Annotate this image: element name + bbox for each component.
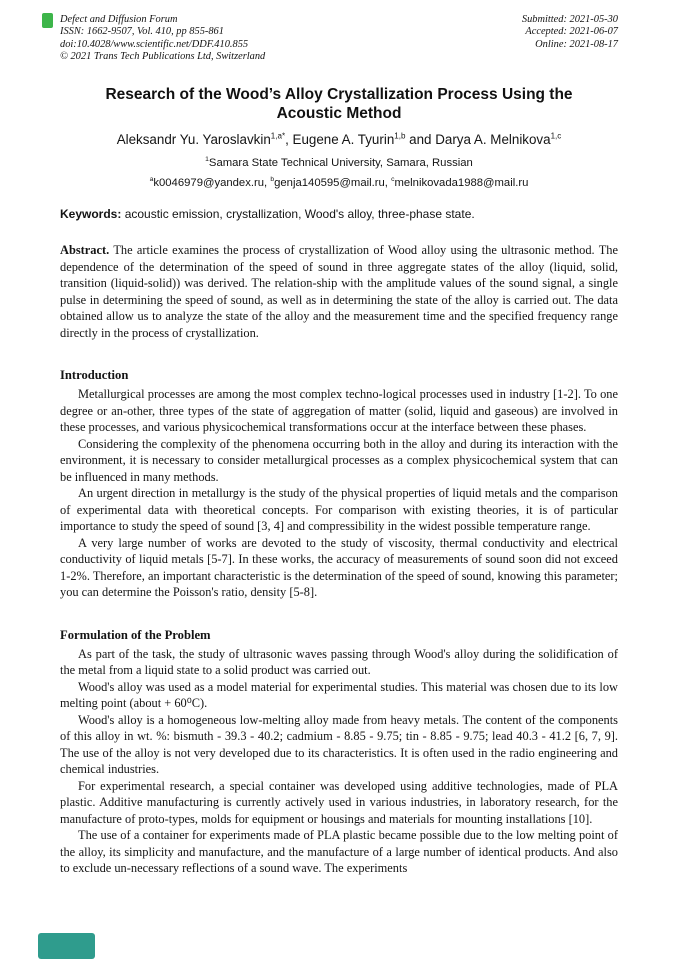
email-b — [270, 177, 391, 189]
teal-corner-badge — [38, 933, 95, 959]
abstract — [60, 242, 618, 341]
email-c — [391, 177, 528, 189]
author-emails — [60, 177, 618, 189]
section-formulation — [60, 628, 618, 877]
doi: doi:10.4028/www.scientific.net/DDF.410.855 — [60, 38, 249, 50]
paragraph: Metallurgical processes are among the most complex techno-logical processes used in industry [1-2]. To one degree or an-other, three types of the state of aggregation of matter (solid, liquid and gaseous) are involved in these processes, and various physicochemical transformations occur at the interface between these phases. — [60, 387, 618, 435]
author-1 — [117, 132, 285, 147]
email-c-address: melnikovada1988@mail.ru — [394, 177, 529, 190]
authors-line — [60, 132, 618, 147]
online-date: Online: 2021-08-17 — [535, 38, 618, 50]
paragraph: As part of the task, the study of ultrasonic waves passing through Wood's alloy during the solidification of the metal from a liquid state to a solid product was carried out. — [60, 646, 618, 678]
paragraph: A very large number of works are devoted to the study of viscosity, thermal conductivity and electrical conductivity of liquid metals [5-7]. In these works, the accuracy of measurements of sound soon did not exceed 1-2%. Therefore, an important characteristic is the determination of the speed of sound, knowing this parameter; you can determine the Poisson's ratio, density [5-8]. — [60, 535, 618, 600]
author-2 — [285, 132, 405, 147]
author-2-superscript: 1,b — [394, 131, 406, 141]
abstract-label: Abstract. — [60, 243, 110, 258]
email-b-superscript: b — [270, 176, 275, 184]
affiliation — [60, 157, 618, 169]
copyright-line: © 2021 Trans Tech Publications Ltd, Switzerland — [60, 50, 266, 62]
page-header — [60, 14, 618, 63]
submission-dates — [522, 14, 618, 63]
paragraph: Wood's alloy is a homogeneous low-melting alloy made from heavy metals. The content of the components of this alloy in wt. %: bismuth - 39.3 - 40.2; cadmium - 8.85 - 9.75; tin - 8.85 - 9.75; lead 40.3 - 41.2 [6, 7, 9]. The use of the alloy is not very developed due to its characteristics. It is often used in the radio engineering and chemical industries. — [60, 712, 618, 777]
accepted-date: Accepted: 2021-06-07 — [525, 26, 618, 38]
email-c-superscript: c — [391, 176, 395, 184]
green-page-marker — [42, 13, 53, 28]
journal-name: Defect and Diffusion Forum — [60, 14, 178, 25]
author-1-name: Aleksandr Yu. Yaroslavkin — [116, 132, 271, 148]
abstract-text: The article examines the process of crystallization of Wood alloy using the ultrasonic method. The dependence of the determination of the speed of sound in three aggregate states of the alloy (liquid, solid, transition (liquid-solid)) was derived. The relation-ship with the amplitude values of the sound signal, a single pulse in determining the speed of sound, as well as in determining the state of the alloy is carried out. The data obtained allow us to analyze the state of the alloy and the measurement time and the specified frequency range directly in the process of crystallization. — [60, 243, 618, 340]
issn-volume-pages: ISSN: 1662-9507, Vol. 410, pp 855-861 — [60, 26, 224, 38]
section-heading-formulation: Formulation of the Problem — [60, 627, 211, 642]
email-a — [150, 177, 271, 189]
author-2-name: , Eugene A. Tyurin — [285, 132, 395, 148]
author-3 — [405, 132, 561, 147]
author-3-name: and Darya A. Melnikova — [405, 132, 551, 148]
email-a-address: k0046979@yandex.ru, — [153, 177, 271, 190]
affiliation-text: Samara State Technical University, Samara, Russian — [208, 157, 473, 170]
keywords-line — [60, 207, 618, 221]
email-a-superscript: a — [149, 176, 154, 184]
paragraph: For experimental research, a special container was developed using additive technologies, made of PLA plastic. Additive manufacturing is currently actively used in various industries, in laboratory research, for the manufacture of proto-types, molds for equipment or housings and materials for mounting installations [10]. — [60, 778, 618, 826]
keywords-text: acoustic emission, crystallization, Wood's alloy, three-phase state. — [121, 207, 475, 222]
submitted-date: Submitted: 2021-05-30 — [521, 14, 618, 25]
section-heading-introduction: Introduction — [60, 368, 129, 383]
paragraph: Wood's alloy was used as a model material for experimental studies. This material was chosen due to its low melting point (about + 60⁰C). — [60, 679, 618, 711]
email-b-address: genja140595@mail.ru, — [274, 177, 392, 190]
paragraph: The use of a container for experiments made of PLA plastic became possible due to the low melting point of the alloy, its simplicity and manufacture, and the manufacture of a large number of identical products. And also to exclude un-necessary reflections of a sound wave. The experiments — [60, 828, 618, 876]
author-1-superscript: 1,a* — [270, 131, 286, 141]
author-3-superscript: 1,c — [550, 131, 562, 141]
keywords-label: Keywords: — [60, 207, 122, 222]
paragraph: An urgent direction in metallurgy is the study of the physical properties of liquid metals and the comparison of experimental data with theoretical concepts. For comparison with existing theories, it is of particular importance to study the speed of sound [3, 4] and compressibility in the widest possible temperature range. — [60, 486, 618, 534]
paper-title: Research of the Wood’s Alloy Crystallization Process Using the Acoustic Method — [105, 86, 573, 123]
paragraph: Considering the complexity of the phenomena occurring both in the alloy and during its interaction with the environment, it is necessary to consider metallurgical processes as a complex physicochemical system that can be influenced in many methods. — [60, 436, 618, 484]
section-introduction — [60, 368, 618, 601]
affiliation-superscript: 1 — [205, 156, 209, 164]
journal-info — [60, 14, 265, 63]
